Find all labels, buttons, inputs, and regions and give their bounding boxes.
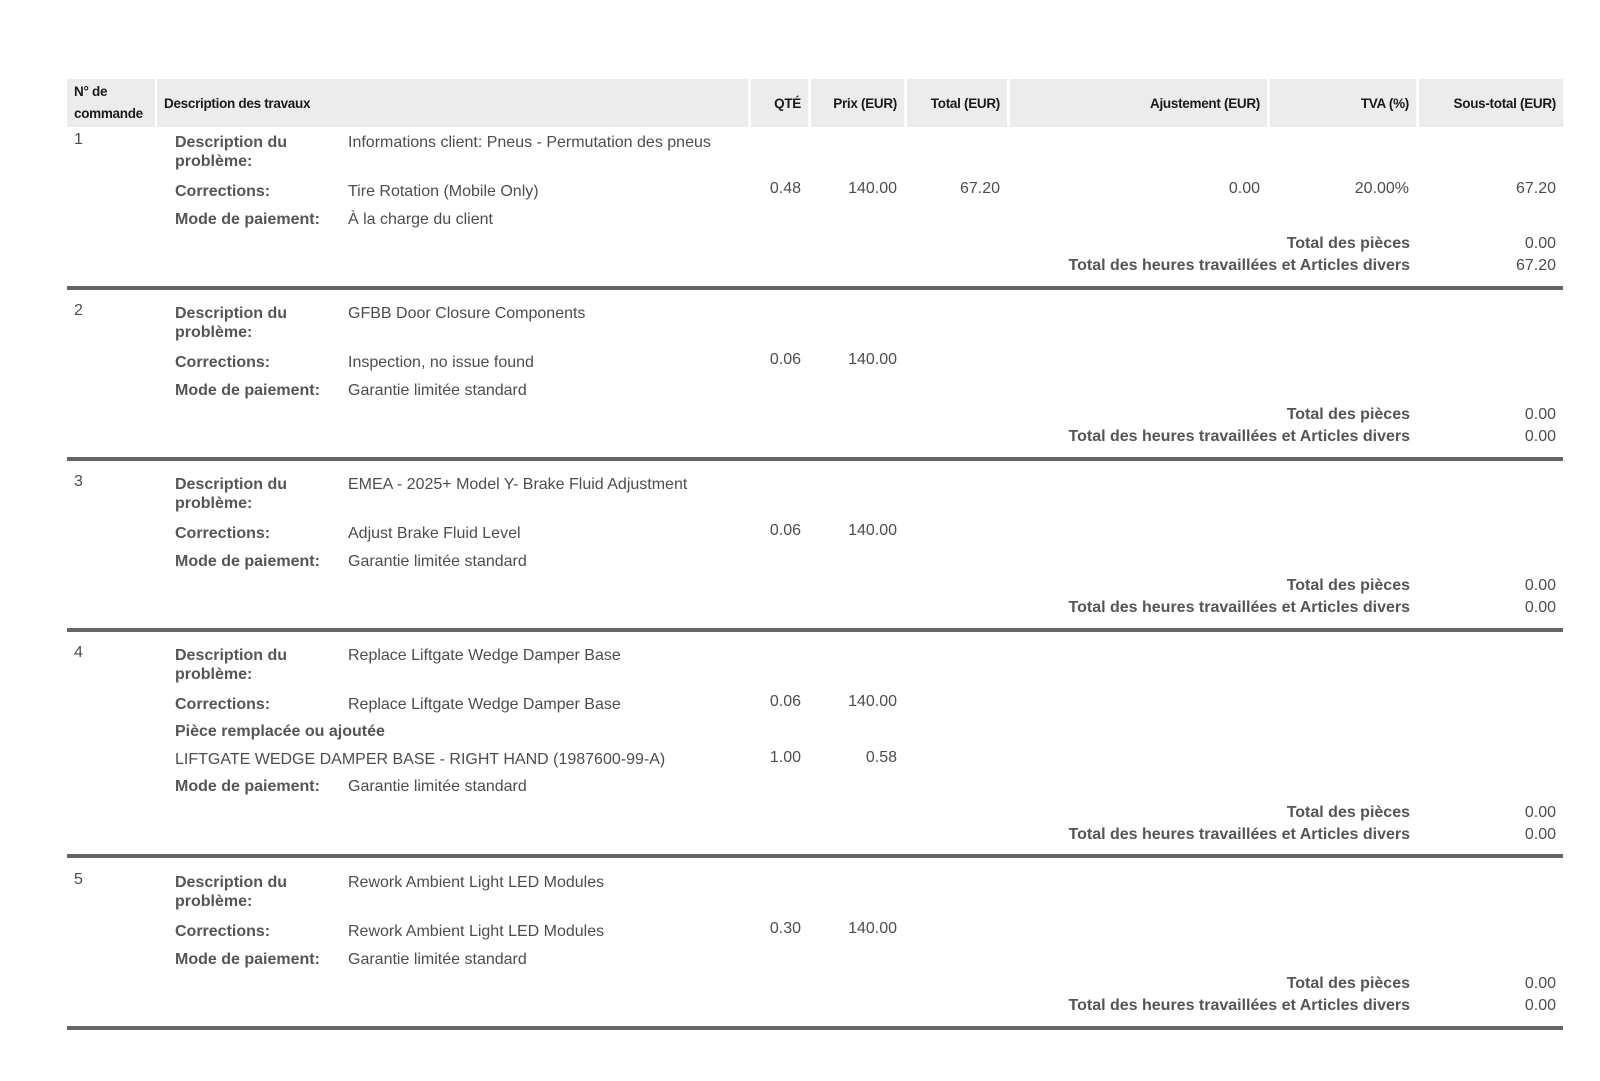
header-subtotal: Sous-total (EUR) (1419, 79, 1563, 127)
parts-total-label: Total des pièces (1286, 235, 1410, 252)
payment-label: Mode de paiement: (175, 382, 320, 399)
order-divider (67, 1026, 1563, 1030)
order-divider (67, 457, 1563, 461)
order-block-3 (0, 469, 1600, 640)
payment-label: Mode de paiement: (175, 211, 320, 228)
parts-total-label: Total des pièces (1286, 975, 1410, 992)
price: 140.00 (848, 693, 897, 710)
corrections-label: Corrections: (175, 183, 271, 200)
payment-value: Garantie limitée standard (348, 382, 527, 399)
labor-total-label: Total des heures travaillées et Articles divers (1068, 428, 1410, 445)
problem-label: Description du problème: (175, 647, 288, 683)
problem-description: Rework Ambient Light LED Modules (348, 874, 605, 891)
labor-total-value: 0.00 (1524, 599, 1556, 616)
order-number: 1 (74, 131, 83, 148)
problem-description: Replace Liftgate Wedge Damper Base (348, 647, 621, 664)
payment-value: Garantie limitée standard (348, 951, 527, 968)
order-divider (67, 286, 1563, 290)
payment-value: Garantie limitée standard (348, 778, 527, 795)
total: 67.20 (959, 180, 1000, 197)
corrections-label: Corrections: (175, 696, 271, 713)
quantity: 0.06 (769, 522, 801, 539)
quantity: 0.06 (769, 693, 801, 710)
problem-description: EMEA - 2025+ Model Y- Brake Fluid Adjustment (348, 476, 688, 493)
payment-label: Mode de paiement: (175, 951, 320, 968)
part-name: LIFTGATE WEDGE DAMPER BASE - RIGHT HAND (1987600-99-A) (175, 751, 666, 768)
order-number: 4 (74, 644, 83, 661)
labor-total-value: 0.00 (1524, 428, 1556, 445)
quantity: 0.48 (769, 180, 801, 197)
labor-total-label: Total des heures travaillées et Articles divers (1068, 997, 1410, 1014)
price: 140.00 (848, 180, 897, 197)
parts-total-value: 0.00 (1524, 235, 1556, 252)
labor-total-value: 0.00 (1524, 826, 1556, 843)
quantity: 0.30 (769, 920, 801, 937)
part-quantity: 1.00 (769, 749, 801, 766)
order-block-5 (0, 867, 1600, 1038)
correction-value: Adjust Brake Fluid Level (348, 525, 521, 542)
header-adjustment: Ajustement (EUR) (1010, 79, 1267, 127)
price: 140.00 (848, 522, 897, 539)
payment-label: Mode de paiement: (175, 553, 320, 570)
part-replaced-label: Pièce remplacée ou ajoutée (175, 723, 385, 740)
tva: 20.00% (1354, 180, 1409, 197)
labor-total-value: 67.20 (1515, 257, 1556, 274)
labor-total-label: Total des heures travaillées et Articles divers (1068, 599, 1410, 616)
labor-total-label: Total des heures travaillées et Articles divers (1068, 257, 1410, 274)
order-divider (67, 854, 1563, 858)
problem-label: Description du problème: (175, 305, 288, 341)
order-number: 2 (74, 302, 83, 319)
payment-value: Garantie limitée standard (348, 553, 527, 570)
header-tva: TVA (%) (1270, 79, 1416, 127)
problem-label: Description du problème: (175, 134, 288, 170)
problem-label: Description du problème: (175, 874, 288, 910)
header-description: Description des travaux (157, 79, 748, 127)
parts-total-label: Total des pièces (1286, 804, 1410, 821)
order-block-2 (0, 298, 1600, 469)
corrections-label: Corrections: (175, 525, 271, 542)
order-block-4 (0, 640, 1600, 867)
header-total: Total (EUR) (907, 79, 1007, 127)
correction-value: Inspection, no issue found (348, 354, 534, 371)
correction-value: Rework Ambient Light LED Modules (348, 923, 605, 940)
labor-total-value: 0.00 (1524, 997, 1556, 1014)
subtotal: 67.20 (1515, 180, 1556, 197)
problem-description: GFBB Door Closure Components (348, 305, 586, 322)
adjustment: 0.00 (1228, 180, 1260, 197)
order-number: 3 (74, 473, 83, 490)
price: 140.00 (848, 351, 897, 368)
part-price: 0.58 (865, 749, 897, 766)
parts-total-label: Total des pièces (1286, 406, 1410, 423)
labor-total-label: Total des heures travaillées et Articles divers (1068, 826, 1410, 843)
corrections-label: Corrections: (175, 923, 271, 940)
header-order-number: N° de commande (67, 79, 155, 127)
parts-total-value: 0.00 (1524, 406, 1556, 423)
correction-value: Tire Rotation (Mobile Only) (348, 183, 539, 200)
corrections-label: Corrections: (175, 354, 271, 371)
problem-label: Description du problème: (175, 476, 288, 512)
parts-total-value: 0.00 (1524, 975, 1556, 992)
parts-total-label: Total des pièces (1286, 577, 1410, 594)
parts-total-value: 0.00 (1524, 804, 1556, 821)
correction-value: Replace Liftgate Wedge Damper Base (348, 696, 621, 713)
parts-total-value: 0.00 (1524, 577, 1556, 594)
order-divider (67, 628, 1563, 632)
payment-label: Mode de paiement: (175, 778, 320, 795)
order-number: 5 (74, 871, 83, 888)
problem-description: Informations client: Pneus - Permutation des pneus (348, 134, 711, 151)
header-price: Prix (EUR) (811, 79, 904, 127)
order-block-1 (0, 127, 1600, 298)
payment-value: À la charge du client (348, 211, 493, 228)
price: 140.00 (848, 920, 897, 937)
header-quantity: QTÉ (751, 79, 808, 127)
quantity: 0.06 (769, 351, 801, 368)
